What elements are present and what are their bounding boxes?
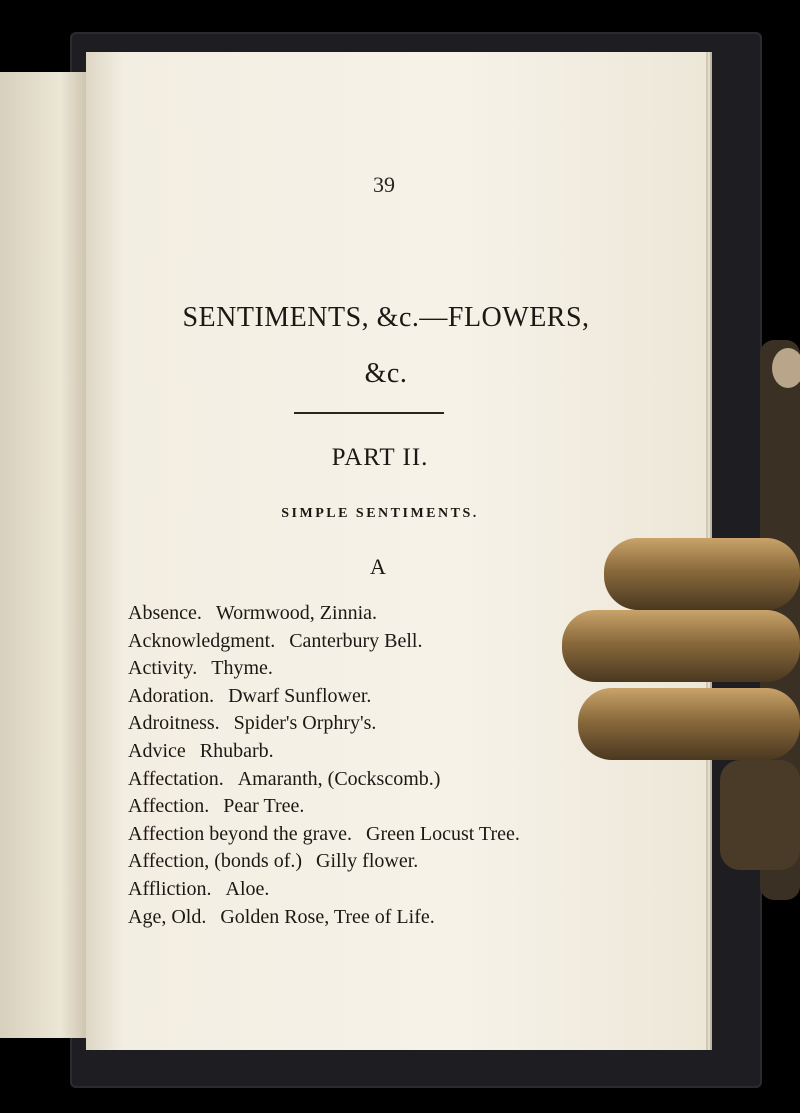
entry-sentiment: Acknowledgment. — [128, 629, 276, 652]
entry-flower: Gilly flower. — [316, 850, 419, 873]
page-number: 39 — [373, 172, 395, 197]
entry-flower: Amaranth, (Cockscomb.) — [237, 767, 441, 790]
entry-flower: Aloe. — [225, 877, 270, 900]
entry-sentiment: Absence. — [128, 602, 202, 624]
entry-flower: Dwarf Sunflower. — [228, 684, 372, 707]
entry-sentiment: Affection beyond the grave. — [128, 822, 352, 845]
entry-flower: Canterbury Bell. — [289, 629, 423, 652]
letter-heading: A — [370, 554, 386, 579]
entry-flower: Thyme. — [211, 657, 273, 680]
entry-flower: Green Locust Tree. — [366, 822, 520, 845]
entry-sentiment: Affection, (bonds of.) — [128, 850, 303, 873]
entry-sentiment: Affectation. — [128, 767, 224, 790]
entry-sentiment: Age, Old. — [128, 905, 207, 928]
entry-flower: Wormwood, Zinnia. — [215, 602, 378, 624]
title-line-2: &c. — [364, 358, 408, 389]
section-heading: SIMPLE SENTIMENTS. — [281, 506, 479, 521]
clip-base — [720, 760, 800, 870]
entry-sentiment: Affliction. — [128, 877, 212, 900]
title-rule — [294, 412, 444, 414]
entry-sentiment: Adoration. — [128, 684, 215, 707]
part-heading: PART II. — [331, 444, 429, 471]
clip-finger-1 — [604, 538, 800, 610]
entry-flower: Golden Rose, Tree of Life. — [220, 905, 435, 928]
entry-flower: Rhubarb. — [199, 739, 274, 762]
entry-flower: Spider's Orphry's. — [233, 712, 377, 735]
clip-finger-3 — [578, 688, 800, 760]
entry-sentiment: Adroitness. — [128, 712, 220, 735]
left-page-edge — [0, 72, 86, 1038]
entry-sentiment: Affection. — [128, 795, 210, 818]
clip-finger-2 — [562, 610, 800, 682]
entry-flower: Pear Tree. — [223, 795, 305, 818]
title-line-1: SENTIMENTS, &c.—FLOWERS, — [182, 302, 590, 333]
page-clip — [560, 340, 800, 900]
entry-sentiment: Activity. — [128, 657, 198, 680]
list-item — [128, 904, 688, 932]
entry-sentiment: Advice — [128, 739, 186, 762]
